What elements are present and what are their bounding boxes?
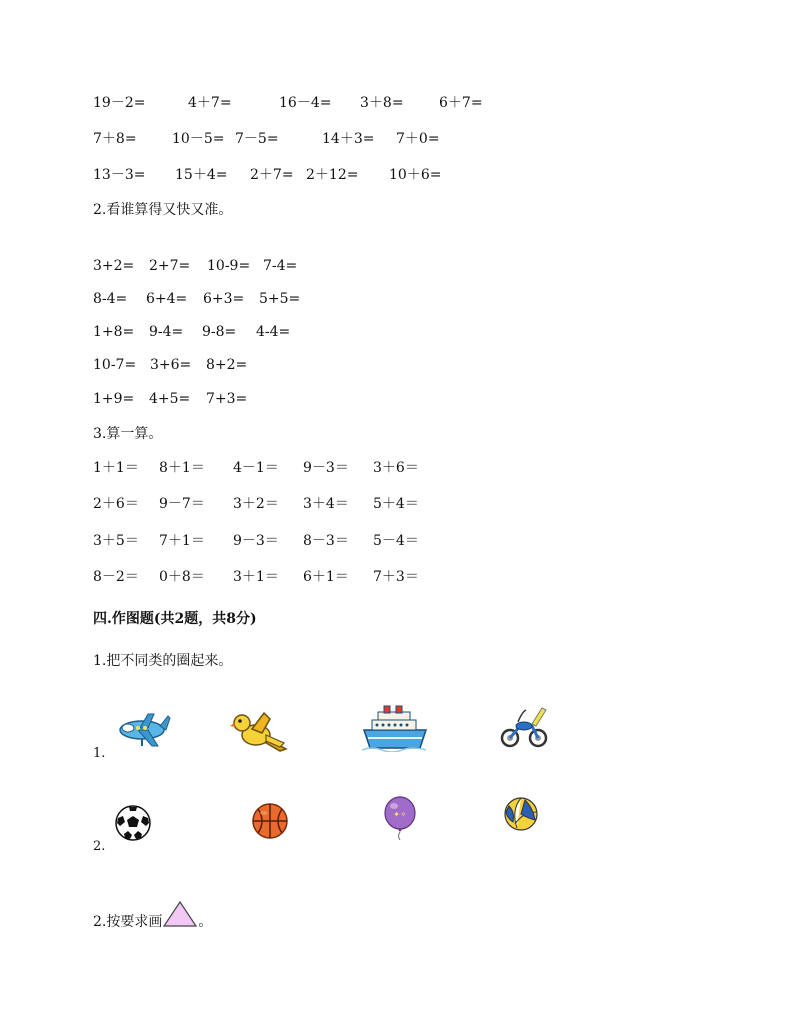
equation: 10-7= [93, 357, 137, 373]
bird-icon [230, 709, 288, 753]
equation: 3＋1＝ [233, 569, 279, 585]
equation: 13－3= [93, 167, 146, 183]
equation: 3+6= [150, 357, 192, 373]
equation: 4＋7= [188, 95, 232, 111]
equation: 5－4＝ [373, 533, 419, 549]
equation: 8－2＝ [93, 569, 139, 585]
airplane-icon [112, 706, 172, 750]
equation: 4+5= [149, 391, 191, 407]
equation: 2＋12= [306, 167, 359, 183]
equation: 0＋8＝ [159, 569, 205, 585]
equation: 1+9= [93, 391, 135, 407]
equation: 6+3= [203, 291, 245, 307]
section-title: 四.作图题(共2题，共8分) [93, 611, 257, 627]
equation: 8－3＝ [303, 533, 349, 549]
row-label: 2. [93, 839, 106, 854]
equation: 3＋2＝ [233, 496, 279, 512]
equation: 2＋7= [250, 167, 294, 183]
question-title-end: 。 [198, 914, 213, 930]
equation: 1＋1＝ [93, 460, 139, 476]
equation: 5+5= [259, 291, 301, 307]
section-title: 3.算一算。 [93, 426, 163, 442]
equation: 6+4= [146, 291, 188, 307]
equation: 3＋4＝ [303, 496, 349, 512]
equation: 3＋8= [360, 95, 404, 111]
equation: 3＋6＝ [373, 460, 419, 476]
equation: 16－4= [279, 95, 332, 111]
equation: 8＋1＝ [159, 460, 205, 476]
row-label: 1. [93, 746, 106, 761]
equation: 3+2= [93, 258, 135, 274]
equation: 10＋6= [389, 167, 442, 183]
equation: 7＋1＝ [159, 533, 205, 549]
motorcycle-icon [498, 706, 550, 748]
equation: 7+3= [206, 391, 248, 407]
equation: 3＋5＝ [93, 533, 139, 549]
equation: 10－5= [172, 131, 225, 147]
equation: 8-4= [93, 291, 128, 307]
section-title: 2.看谁算得又快又准。 [93, 202, 233, 218]
equation: 15＋4= [175, 167, 228, 183]
equation: 2+7= [149, 258, 191, 274]
equation: 10-9= [207, 258, 251, 274]
question-title: 1.把不同类的圈起来。 [93, 653, 233, 669]
equation: 9－3＝ [303, 460, 349, 476]
equation: 7＋8= [93, 131, 137, 147]
triangle-icon [162, 900, 198, 928]
equation: 8+2= [206, 357, 248, 373]
equation: 2＋6＝ [93, 496, 139, 512]
equation: 1+8= [93, 324, 135, 340]
equation: 9－3＝ [233, 533, 279, 549]
equation: 6＋7= [439, 95, 483, 111]
equation: 9-8= [202, 324, 237, 340]
volleyball-icon [503, 796, 539, 832]
equation: 4－1＝ [233, 460, 279, 476]
equation: 19－2= [93, 95, 146, 111]
equation: 5＋4＝ [373, 496, 419, 512]
soccer-ball-icon [114, 804, 152, 842]
equation: 7-4= [263, 258, 298, 274]
equation: 4-4= [256, 324, 291, 340]
equation: 7＋3＝ [373, 569, 419, 585]
equation: 6＋1＝ [303, 569, 349, 585]
basketball-icon [251, 802, 289, 840]
balloon-icon [383, 796, 417, 842]
equation: 9－7＝ [159, 496, 205, 512]
equation: 9-4= [149, 324, 184, 340]
question-title [93, 900, 212, 933]
equation: 7－5= [235, 131, 279, 147]
question-title-text: 2.按要求画 [93, 914, 163, 930]
ship-icon [362, 704, 428, 752]
svg-text:✦✧: ✦✧ [393, 810, 407, 819]
equation: 7＋0= [396, 131, 440, 147]
equation: 14＋3= [322, 131, 375, 147]
